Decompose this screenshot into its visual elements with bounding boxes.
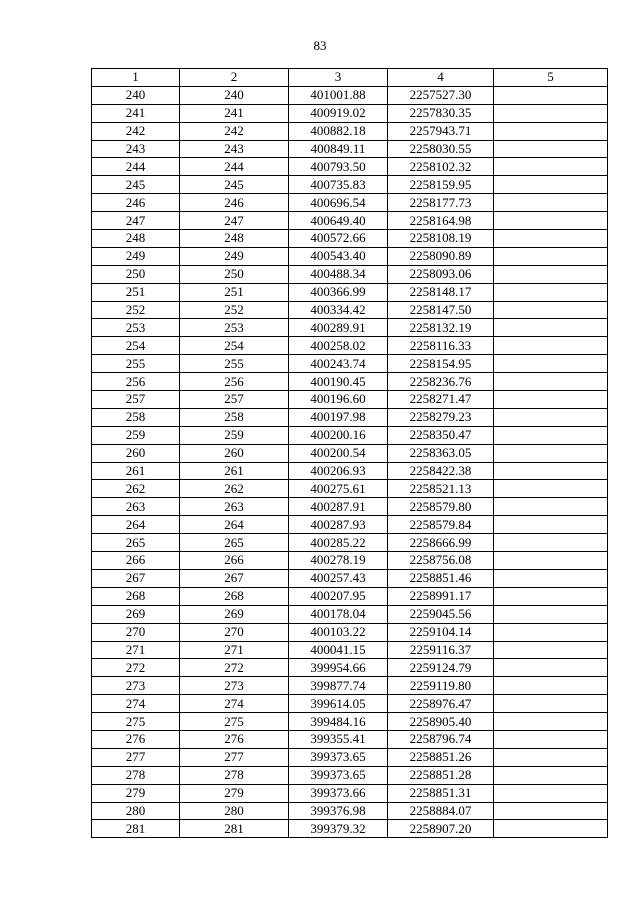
table-cell: 2258102.32 <box>388 158 494 176</box>
table-cell: 250 <box>180 265 289 283</box>
table-cell: 400334.42 <box>289 301 388 319</box>
table-cell: 2258164.98 <box>388 212 494 230</box>
table-cell: 2258905.40 <box>388 713 494 731</box>
table-row <box>92 605 608 623</box>
table-cell: 400243.74 <box>289 355 388 373</box>
table-cell: 400190.45 <box>289 373 388 391</box>
table-cell: 2259104.14 <box>388 623 494 641</box>
table-cell <box>494 730 608 748</box>
table-cell: 248 <box>180 230 289 248</box>
table-row <box>92 140 608 158</box>
table-cell: 240 <box>92 86 180 104</box>
table-cell: 247 <box>92 212 180 230</box>
table-cell: 400366.99 <box>289 283 388 301</box>
table-cell: 248 <box>92 230 180 248</box>
table-cell: 400278.19 <box>289 552 388 570</box>
table-cell: 259 <box>180 426 289 444</box>
header-row <box>92 69 608 87</box>
table-cell: 2257943.71 <box>388 122 494 140</box>
table-cell: 244 <box>92 158 180 176</box>
table-cell <box>494 802 608 820</box>
table-cell: 260 <box>180 444 289 462</box>
table-cell <box>494 444 608 462</box>
table-cell: 400488.34 <box>289 265 388 283</box>
table-row <box>92 408 608 426</box>
table-cell: 399376.98 <box>289 802 388 820</box>
table-row <box>92 623 608 641</box>
table-row <box>92 247 608 265</box>
table-row <box>92 104 608 122</box>
table-cell <box>494 516 608 534</box>
table-cell <box>494 766 608 784</box>
table-row <box>92 462 608 480</box>
table-cell: 400287.93 <box>289 516 388 534</box>
table-cell: 2257527.30 <box>388 86 494 104</box>
table-cell <box>494 86 608 104</box>
table-cell: 2258579.80 <box>388 498 494 516</box>
table-cell: 400041.15 <box>289 641 388 659</box>
table-cell: 2258279.23 <box>388 408 494 426</box>
table-cell: 278 <box>180 766 289 784</box>
table-cell: 2258148.17 <box>388 283 494 301</box>
table-cell: 400196.60 <box>289 391 388 409</box>
table-row <box>92 534 608 552</box>
table-cell: 399484.16 <box>289 713 388 731</box>
table-cell <box>494 569 608 587</box>
table-cell: 243 <box>180 140 289 158</box>
table-cell: 261 <box>92 462 180 480</box>
table-cell: 246 <box>92 194 180 212</box>
table-row <box>92 86 608 104</box>
table-cell <box>494 534 608 552</box>
table-row <box>92 695 608 713</box>
table-cell: 2257830.35 <box>388 104 494 122</box>
table-cell: 280 <box>180 802 289 820</box>
table-cell <box>494 552 608 570</box>
table-cell: 2258851.31 <box>388 784 494 802</box>
table-cell: 400543.40 <box>289 247 388 265</box>
table-row <box>92 391 608 409</box>
table-cell: 400735.83 <box>289 176 388 194</box>
table-row <box>92 373 608 391</box>
table-cell: 245 <box>92 176 180 194</box>
table-row <box>92 569 608 587</box>
column-header: 2 <box>180 69 289 87</box>
table-row <box>92 301 608 319</box>
table-cell: 251 <box>180 283 289 301</box>
table-cell <box>494 194 608 212</box>
table-row <box>92 552 608 570</box>
table-cell: 399954.66 <box>289 659 388 677</box>
table-cell: 249 <box>92 247 180 265</box>
table-cell: 2259119.80 <box>388 677 494 695</box>
table-cell <box>494 391 608 409</box>
table-cell: 400207.95 <box>289 587 388 605</box>
table-cell: 256 <box>92 373 180 391</box>
table-cell: 399877.74 <box>289 677 388 695</box>
table-cell: 2259116.37 <box>388 641 494 659</box>
table-cell: 271 <box>180 641 289 659</box>
table-cell <box>494 373 608 391</box>
table-cell: 2258796.74 <box>388 730 494 748</box>
table-cell: 2258108.19 <box>388 230 494 248</box>
table-cell: 258 <box>180 408 289 426</box>
table-cell: 399355.41 <box>289 730 388 748</box>
table-cell <box>494 176 608 194</box>
table-cell: 399614.05 <box>289 695 388 713</box>
table-cell: 2258271.47 <box>388 391 494 409</box>
table-cell: 2258090.89 <box>388 247 494 265</box>
table-cell: 245 <box>180 176 289 194</box>
table-cell: 2258363.05 <box>388 444 494 462</box>
table-cell <box>494 695 608 713</box>
table-cell: 400572.66 <box>289 230 388 248</box>
table-cell <box>494 659 608 677</box>
table-cell <box>494 337 608 355</box>
table-cell: 243 <box>92 140 180 158</box>
table-cell: 266 <box>180 552 289 570</box>
table-cell <box>494 319 608 337</box>
table-row <box>92 283 608 301</box>
table-cell <box>494 641 608 659</box>
table-cell: 400197.98 <box>289 408 388 426</box>
table-cell: 274 <box>92 695 180 713</box>
table-row <box>92 480 608 498</box>
table-cell: 2258422.38 <box>388 462 494 480</box>
table-row <box>92 319 608 337</box>
table-row <box>92 194 608 212</box>
table-cell <box>494 462 608 480</box>
table-cell: 400200.16 <box>289 426 388 444</box>
table-cell: 400649.40 <box>289 212 388 230</box>
table-cell: 270 <box>180 623 289 641</box>
table-cell: 400289.91 <box>289 319 388 337</box>
table-cell: 2258851.46 <box>388 569 494 587</box>
table-cell: 2258147.50 <box>388 301 494 319</box>
table-cell: 254 <box>180 337 289 355</box>
table-cell: 253 <box>92 319 180 337</box>
table-cell: 244 <box>180 158 289 176</box>
table-row <box>92 820 608 838</box>
table-cell <box>494 677 608 695</box>
table-cell: 273 <box>92 677 180 695</box>
table-cell <box>494 355 608 373</box>
table-cell: 272 <box>180 659 289 677</box>
table-cell: 277 <box>92 748 180 766</box>
table-cell: 400696.54 <box>289 194 388 212</box>
table-cell: 281 <box>180 820 289 838</box>
table-cell: 400285.22 <box>289 534 388 552</box>
table-cell: 270 <box>92 623 180 641</box>
table-cell: 266 <box>92 552 180 570</box>
column-header: 3 <box>289 69 388 87</box>
table-row <box>92 444 608 462</box>
table-cell: 2258116.33 <box>388 337 494 355</box>
table-cell: 262 <box>180 480 289 498</box>
table-cell: 253 <box>180 319 289 337</box>
table-cell: 259 <box>92 426 180 444</box>
table-cell: 276 <box>92 730 180 748</box>
table-cell: 400200.54 <box>289 444 388 462</box>
table-row <box>92 212 608 230</box>
table-cell: 275 <box>180 713 289 731</box>
table-row <box>92 230 608 248</box>
table-cell: 280 <box>92 802 180 820</box>
table-cell: 2258851.26 <box>388 748 494 766</box>
table-cell <box>494 301 608 319</box>
table-cell: 261 <box>180 462 289 480</box>
table-cell <box>494 265 608 283</box>
table-cell: 274 <box>180 695 289 713</box>
table-cell: 264 <box>92 516 180 534</box>
table-cell: 241 <box>92 104 180 122</box>
table-cell: 257 <box>180 391 289 409</box>
table-row <box>92 176 608 194</box>
table-cell: 255 <box>92 355 180 373</box>
table-row <box>92 802 608 820</box>
table-cell <box>494 212 608 230</box>
table-cell: 256 <box>180 373 289 391</box>
table-cell <box>494 605 608 623</box>
table-cell: 2258976.47 <box>388 695 494 713</box>
table-cell: 2258093.06 <box>388 265 494 283</box>
table-cell: 267 <box>92 569 180 587</box>
table-cell: 265 <box>92 534 180 552</box>
table-cell: 263 <box>180 498 289 516</box>
table-row <box>92 713 608 731</box>
table-cell: 258 <box>92 408 180 426</box>
column-header: 4 <box>388 69 494 87</box>
table-cell: 249 <box>180 247 289 265</box>
table-cell: 2258991.17 <box>388 587 494 605</box>
table-cell: 399373.66 <box>289 784 388 802</box>
table-cell <box>494 480 608 498</box>
table-cell: 2258236.76 <box>388 373 494 391</box>
table-cell: 400793.50 <box>289 158 388 176</box>
table-cell: 276 <box>180 730 289 748</box>
table-cell: 241 <box>180 104 289 122</box>
table-cell <box>494 426 608 444</box>
table-cell <box>494 122 608 140</box>
table-cell <box>494 498 608 516</box>
table-row <box>92 158 608 176</box>
column-header: 1 <box>92 69 180 87</box>
table-cell <box>494 140 608 158</box>
table-cell: 2259124.79 <box>388 659 494 677</box>
table-cell: 400919.02 <box>289 104 388 122</box>
table-row <box>92 659 608 677</box>
table-cell: 275 <box>92 713 180 731</box>
table-cell <box>494 820 608 838</box>
table-cell: 257 <box>92 391 180 409</box>
table-cell: 400275.61 <box>289 480 388 498</box>
table-cell: 400103.22 <box>289 623 388 641</box>
table-cell: 2258177.73 <box>388 194 494 212</box>
table-cell: 2258666.99 <box>388 534 494 552</box>
table-row <box>92 337 608 355</box>
table-cell <box>494 283 608 301</box>
table-cell: 269 <box>180 605 289 623</box>
table-cell: 400206.93 <box>289 462 388 480</box>
table-row <box>92 265 608 283</box>
table-cell: 254 <box>92 337 180 355</box>
table-cell: 2258907.20 <box>388 820 494 838</box>
table-cell: 268 <box>92 587 180 605</box>
table-row <box>92 748 608 766</box>
table-cell: 267 <box>180 569 289 587</box>
table-cell: 400257.43 <box>289 569 388 587</box>
table-cell: 260 <box>92 444 180 462</box>
table-cell: 240 <box>180 86 289 104</box>
table-row <box>92 587 608 605</box>
table-cell: 2258159.95 <box>388 176 494 194</box>
table-cell <box>494 104 608 122</box>
table-cell: 400287.91 <box>289 498 388 516</box>
table-cell <box>494 713 608 731</box>
table-row <box>92 498 608 516</box>
table-cell: 2259045.56 <box>388 605 494 623</box>
table-row <box>92 784 608 802</box>
table-cell: 2258030.55 <box>388 140 494 158</box>
table-cell: 400882.18 <box>289 122 388 140</box>
table-cell: 401001.88 <box>289 86 388 104</box>
table-cell: 2258154.95 <box>388 355 494 373</box>
column-header: 5 <box>494 69 608 87</box>
table-cell <box>494 623 608 641</box>
table-cell: 262 <box>92 480 180 498</box>
table-row <box>92 766 608 784</box>
table-cell: 278 <box>92 766 180 784</box>
table-cell: 279 <box>92 784 180 802</box>
table-cell: 271 <box>92 641 180 659</box>
table-cell: 252 <box>92 301 180 319</box>
table-cell <box>494 247 608 265</box>
table-cell: 242 <box>180 122 289 140</box>
table-row <box>92 730 608 748</box>
table-cell: 399379.32 <box>289 820 388 838</box>
table-cell: 400178.04 <box>289 605 388 623</box>
table-cell: 399373.65 <box>289 748 388 766</box>
table-cell: 400849.11 <box>289 140 388 158</box>
table-cell: 255 <box>180 355 289 373</box>
table-cell <box>494 408 608 426</box>
table-cell: 400258.02 <box>289 337 388 355</box>
table-cell: 399373.65 <box>289 766 388 784</box>
table-cell: 272 <box>92 659 180 677</box>
table-row <box>92 516 608 534</box>
table-cell: 264 <box>180 516 289 534</box>
table-cell: 268 <box>180 587 289 605</box>
table-cell: 2258132.19 <box>388 319 494 337</box>
table-cell: 2258579.84 <box>388 516 494 534</box>
table-cell: 247 <box>180 212 289 230</box>
table-row <box>92 426 608 444</box>
table-cell: 263 <box>92 498 180 516</box>
table-cell <box>494 748 608 766</box>
table-row <box>92 641 608 659</box>
coordinates-table <box>91 68 608 838</box>
table-cell: 2258884.07 <box>388 802 494 820</box>
table-body <box>92 86 608 837</box>
table-cell: 2258350.47 <box>388 426 494 444</box>
table-cell: 246 <box>180 194 289 212</box>
table-row <box>92 122 608 140</box>
table-cell <box>494 784 608 802</box>
table-cell <box>494 587 608 605</box>
table-cell: 251 <box>92 283 180 301</box>
table-cell: 2258851.28 <box>388 766 494 784</box>
table-row <box>92 677 608 695</box>
table-cell: 273 <box>180 677 289 695</box>
table-cell <box>494 230 608 248</box>
table-cell: 2258521.13 <box>388 480 494 498</box>
table-cell: 279 <box>180 784 289 802</box>
table-cell: 250 <box>92 265 180 283</box>
table-cell: 242 <box>92 122 180 140</box>
table-cell: 277 <box>180 748 289 766</box>
table-cell: 281 <box>92 820 180 838</box>
page-number: 83 <box>313 38 327 53</box>
table-cell: 2258756.08 <box>388 552 494 570</box>
table-cell: 265 <box>180 534 289 552</box>
table-cell: 269 <box>92 605 180 623</box>
table-cell: 252 <box>180 301 289 319</box>
table-row <box>92 355 608 373</box>
table-cell <box>494 158 608 176</box>
